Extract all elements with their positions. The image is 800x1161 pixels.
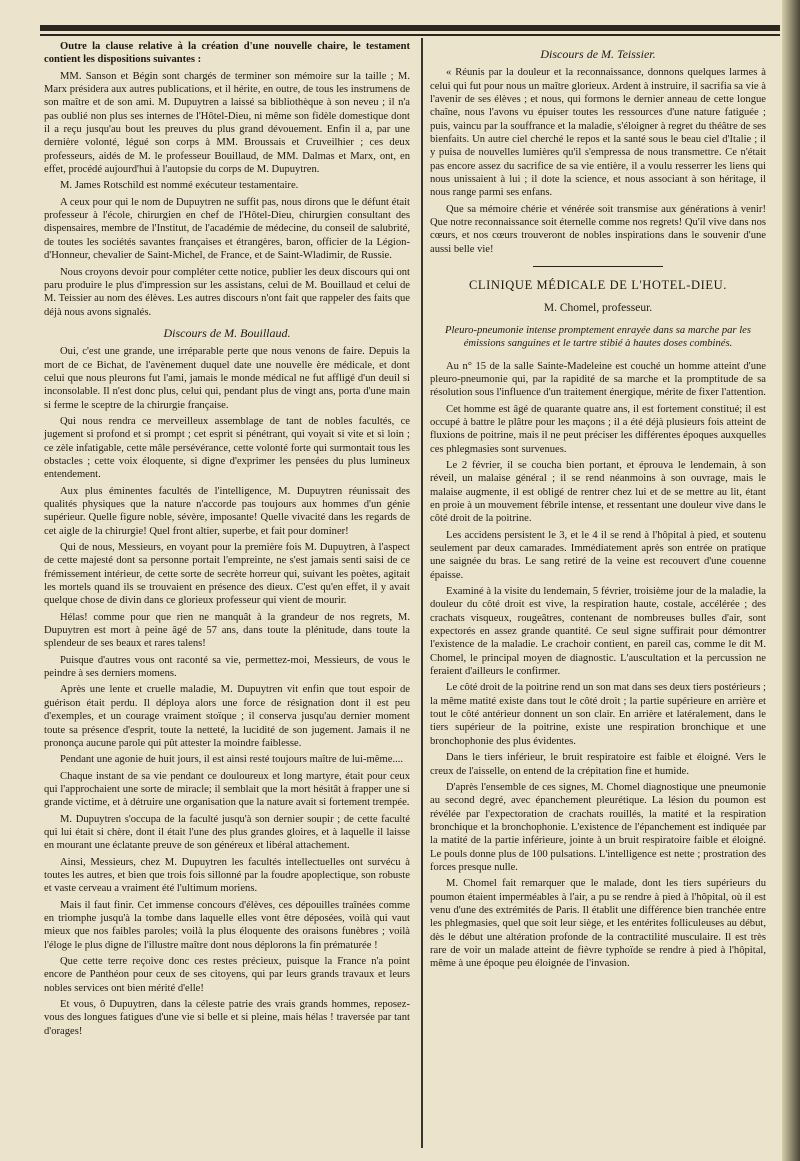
paragraph: Après une lente et cruelle maladie, M. Dupuytren vit enfin que tout espoir de guérison était perdu. Il déploya alors une force de résignation dont il est peu d'exemples, et un courage vraiment stoïque ; il conserva jusqu'au dernier moment toute sa présence d'esprit, toute la netteté, la lucidité de son jugement. Jamais il ne prononça aucune parole qui pût attester la moindre faiblesse. <box>44 684 410 749</box>
paragraph: Dans le tiers inférieur, le bruit respiratoire est faible et éloigné. Vers le creux de l'aisselle, on entend de la crépitation fine et humide. <box>430 752 766 777</box>
paragraph: Cet homme est âgé de quarante quatre ans, il est fortement constitué; il est occupé à battre le plâtre pour les maçons ; il a été déjà plusieurs fois atteint de fluxions de poitrine, mais il ne peut préciser les différentes époques auxquelles ces phlegmasies sont survenues. <box>430 403 766 455</box>
paragraph: Le 2 février, il se coucha bien portant, et éprouva le lendemain, à son réveil, un malaise général ; il se rend néanmoins à son ouvrage, mais le malaise augmente, il est obligé de rentrer chez lui et de se mettre au lit, étant en proie à un mouvement fébrile intense, et ressentant une douleur vive dans le côté droit de la poitrine. <box>430 459 766 525</box>
paragraph: Aux plus éminentes facultés de l'intelligence, M. Dupuytren réunissait des qualités physiques que la nature n'accorde pas toujours aux hommes d'un génie supérieur. Quelle figure noble, sévère, imposante! Quelle vivacité dans les regards de cet aigle de la chirurgie! Quel front altier, superbe, et fait pour dominer! <box>44 485 410 537</box>
case-subtitle: Pleuro-pneumonie intense promptement enrayée dans sa marche par les émissions sanguines et le tartre stibié à hautes doses combinés. <box>445 324 751 350</box>
paragraph: M. Chomel fait remarquer que le malade, dont les tiers supérieurs du poumon étaient imperméables à l'air, a pu se rendre à pied à l'hôpital, où il est venu d'une des extrémités de Paris. Il établit une différence bien tranchée entre les phlegmasies, quel que soit leur siège, et les entérites folliculeuses au début, dès le début une altération profonde de la contractilité musculaire. Il est très rare de voir un malade atteint de fièvre typhoïde se rendre à pied à l'hôpital, même à une époque peu éloignée de l'invasion. <box>430 878 766 970</box>
left-column <box>44 40 410 1041</box>
section-divider <box>533 266 663 267</box>
paragraph: Au n° 15 de la salle Sainte-Madeleine est couché un homme atteint d'une pleuro-pneumonie qui, par la rapidité de sa marche et la promptitude de sa résolution sous l'influence d'un traitement énergique, mérite de fixer l'attention. <box>430 360 766 399</box>
section-heading: Discours de M. Teissier. <box>540 47 656 61</box>
paragraph: Le côté droit de la poitrine rend un son mat dans ses deux tiers postérieurs ; la même matité existe dans tout le côté droit ; la partie supérieure en arrière et tout le côté antérieur donnent un son clair. En arrière et latéralement, dans le tiers supérieur de la poitrine, existe une respiration bronchique et une bronchophonie des plus évidentes. <box>430 682 766 747</box>
paragraph: MM. Sanson et Bégin sont chargés de terminer son mémoire sur la taille ; M. Marx présidera aux autres publications, et il hérite, en outre, de tous les instrumens de son maître et de son ami. M. Dupuytren a laissé sa bibliothèque à son neveu ; il n'a pas oublié non plus ses internes de l'Hôtel-Dieu, ni même son fidèle domestique dont il a reçu jusqu'au bout les preuves du plus grand dévouement. Enfin il a, par une dernière volonté, légué son corps à MM. Broussais et Cruveilhier ; ces deux professeurs, aidés de M. le professeur Bouillaud, de MM. Dalmas et Marx, ont, en effet, procédé aujourd'hui à l'autopsie du corps de M. Dupuytren. <box>44 70 410 176</box>
column-divider <box>421 38 423 1148</box>
paragraph: Hélas! comme pour que rien ne manquât à la grandeur de nos regrets, M. Dupuytren est mort à peine âgé de 57 ans, dans toute la plénitude, dans toute la splendeur de ses beaux et rares talens! <box>44 611 410 650</box>
paragraph: Les accidens persistent le 3, et le 4 il se rend à l'hôpital à pied, et soutenu seulement par deux camarades. Immédiatement après son entrée on pratique une saignée du bras. Le sang retiré de la veine est recouvert d'une couenne épaisse. <box>430 529 766 581</box>
top-rule-thin <box>40 34 780 36</box>
paragraph: Que sa mémoire chérie et vénérée soit transmise aux générations à venir! Que notre reconnaissance soit éternelle comme nos regrets! Qu'il vive dans nos cœurs, et nos cœurs trouveront de nobles inspirations dans le souvenir d'une aussi belle vie! <box>430 203 766 255</box>
paragraph: Nous croyons devoir pour compléter cette notice, publier les deux discours qui ont paru produire le plus d'impression sur les assistans, celui de M. Bouillaud et celui de M. Teissier au nom des élèves. Les autres discours n'ont fait que rappeler des faits que déjà nous avons signalés. <box>44 266 410 318</box>
paragraph: Puisque d'autres vous ont raconté sa vie, permettez-moi, Messieurs, de vous le peindre à ses derniers momens. <box>44 654 410 680</box>
paragraph: Chaque instant de sa vie pendant ce douloureux et long martyre, était pour ceux qui l'approchaient une sorte de miracle; il semblait que la mort hésitât à frapper une si grande victime, et à détruire une organisation que la nature avait si fortement trempée. <box>44 770 410 809</box>
paragraph: Pendant une agonie de huit jours, il est ainsi resté toujours maître de lui-même.... <box>60 754 404 766</box>
paragraph: Que cette terre reçoive donc ces restes précieux, puisque la France n'a point encore de Panthéon pour ceux de ses citoyens, qui par leurs grands travaux et leurs nobles services ont bien mérité d'elle! <box>44 956 410 994</box>
professor-line: M. Chomel, professeur. <box>543 301 653 314</box>
paragraph: A ceux pour qui le nom de Dupuytren ne suffit pas, nous dirons que le défunt était professeur à l'école, chirurgien en chef de l'Hôtel-Dieu, chirurgien consultant des dispensaires, membre de l'Institut, de l'académie de médecine, du conseil de salubrité, de toutes les sociétés savantes françaises et étrangères, baron, officier de la Légion-d'Honneur, chevalier de Saint-Michel, de France, et de Saint-Wladimir, de Russie. <box>44 196 410 262</box>
top-rule <box>40 25 780 31</box>
clinic-title: CLINIQUE MÉDICALE DE L'HOTEL-DIEU. <box>468 278 728 293</box>
right-column <box>430 40 766 974</box>
paragraph: Qui de nous, Messieurs, en voyant pour la première fois M. Dupuytren, à l'aspect de cette majesté dont sa personne portait l'empreinte, ne s'est jamais senti saisi de ce frémissement intérieur, de cette sorte de secrète horreur qui, suivant les poètes, agitait les mortels quand ils se trouvaient en présence des dieux. C'est qu'en effet, il y avait quelque chose de divin dans ce glorieux professeur qui vient de mourir. <box>44 542 410 607</box>
paragraph: Et vous, ô Dupuytren, dans la céleste patrie des vrais grands hommes, reposez-vous des longues fatigues d'une vie si belle et si pleine, mais hélas ! traversée par tant d'orages! <box>44 999 410 1037</box>
paragraph: Examiné à la visite du lendemain, 5 février, troisième jour de la maladie, la douleur du côté droit est vive, la respiration haute, costale, accélérée ; des crachats visqueux, rougeâtres, contenant de nombreuses bulles d'air, sont expectorés en assez grande quantité. Ce seul signe suffirait pour démontrer l'existence de la maladie. Le crachoir contient, en pareil cas, comme le dit M. Chomel, le principal moyen de diagnostic. L'auscultation et la percussion ne feraient d'ailleurs le confirmer. <box>430 586 766 678</box>
page-spine-shadow <box>782 0 800 1161</box>
paragraph: D'après l'ensemble de ces signes, M. Chomel diagnostique une pneumonie au second degré, avec épanchement pleurétique. La lésion du poumon est révélée par l'expectoration de crachats rouillés, la matité et la respiration bronchique et la bronchophonie. L'existence de l'épanchement est indiquée par la matité de la partie inférieure, jointe à un bruit respiratoire faible et éloigné. Le pouls donne plus de 100 pulsations. L'intelligence est nette ; prostration des forces presque nulle. <box>430 781 766 873</box>
intro-paragraph: Outre la clause relative à la création d'une nouvelle chaire, le testament contient les dispositions suivantes : <box>44 41 410 66</box>
paragraph: Mais il faut finir. Cet immense concours d'élèves, ces dépouilles traînées comme en triomphe jusqu'à la tombe dans laquelle elles vont être déposées, voilà qui vaut mieux que nos faibles paroles; voilà la plus éloquente des oraisons funèbres ; voilà l'éloge le plus digne de l'illustre maître dont nous déplorons la fin prématurée ! <box>44 899 410 951</box>
paragraph: M. Dupuytren s'occupa de la faculté jusqu'à son dernier soupir ; de cette faculté qui lui était si chère, dont il était l'une des plus grandes gloires, et à laquelle il laisse en mourant une éclatante preuve de son généreux et libéral attachement. <box>44 813 410 852</box>
section-heading: Discours de M. Bouillaud. <box>163 325 291 340</box>
paragraph: « Réunis par la douleur et la reconnaissance, donnons quelques larmes à celui qui fut pour nous un maître glorieux. Ardent à instruire, il sacrifia sa vie à l'avenir de ses élèves ; et nous, qui formons le dernier anneau de cette longue chaîne, nous l'avons vu épuiser toutes les ressources d'une nature fatiguée ; puis, vaincu par la souffrance et la maladie, s'éloigner à regret du théâtre de ses bienfaits. Un autre ciel cherché le repos et la santé sous le beau ciel d'Italie ; il y puisa de nouvelles lumières qu'il s'empressa de nous transmettre. Ce n'était pas encore assez du sacrifice de sa vie entière, il a voulu resserrer les liens qui nous unissaient à lui ; il dote la science, et nous associant à son héritage, il nous range parmi ses enfans. <box>430 67 766 199</box>
paragraph: Ainsi, Messieurs, chez M. Dupuytren les facultés intellectuelles ont survécu à toutes les autres, et bien que trois fois sillonné par la foudre apoplectique, son robuste et vaste cerveau a vraiment été l'ultimum moriens. <box>44 856 410 895</box>
paragraph: Qui nous rendra ce merveilleux assemblage de tant de nobles facultés, ce jugement si profond et si prompt ; cet esprit si pénétrant, qui voyait si vite et si loin ; ce zèle infatigable, cette mâle persévérance, cette volonté forte qui surmontait tous les obstacles ; cette voix éloquente, si digne d'exprimer les pensées du plus lumineux entendement. <box>44 415 410 481</box>
paragraph: Oui, c'est une grande, une irréparable perte que nous venons de faire. Depuis la mort de ce Bichat, de l'avènement duquel date une nouvelle ère médicale, et dont celui que nous pleurons fut l'ami, jamais le monde médical ne fut affligé d'un deuil si inconsolable. Il n'est donc plus, celui qui, pendant plus de vingt ans, porta d'une main si ferme le sceptre de la chirurgie française. <box>44 346 410 411</box>
paragraph: M. James Rotschild est nommé exécuteur testamentaire. <box>60 180 299 192</box>
